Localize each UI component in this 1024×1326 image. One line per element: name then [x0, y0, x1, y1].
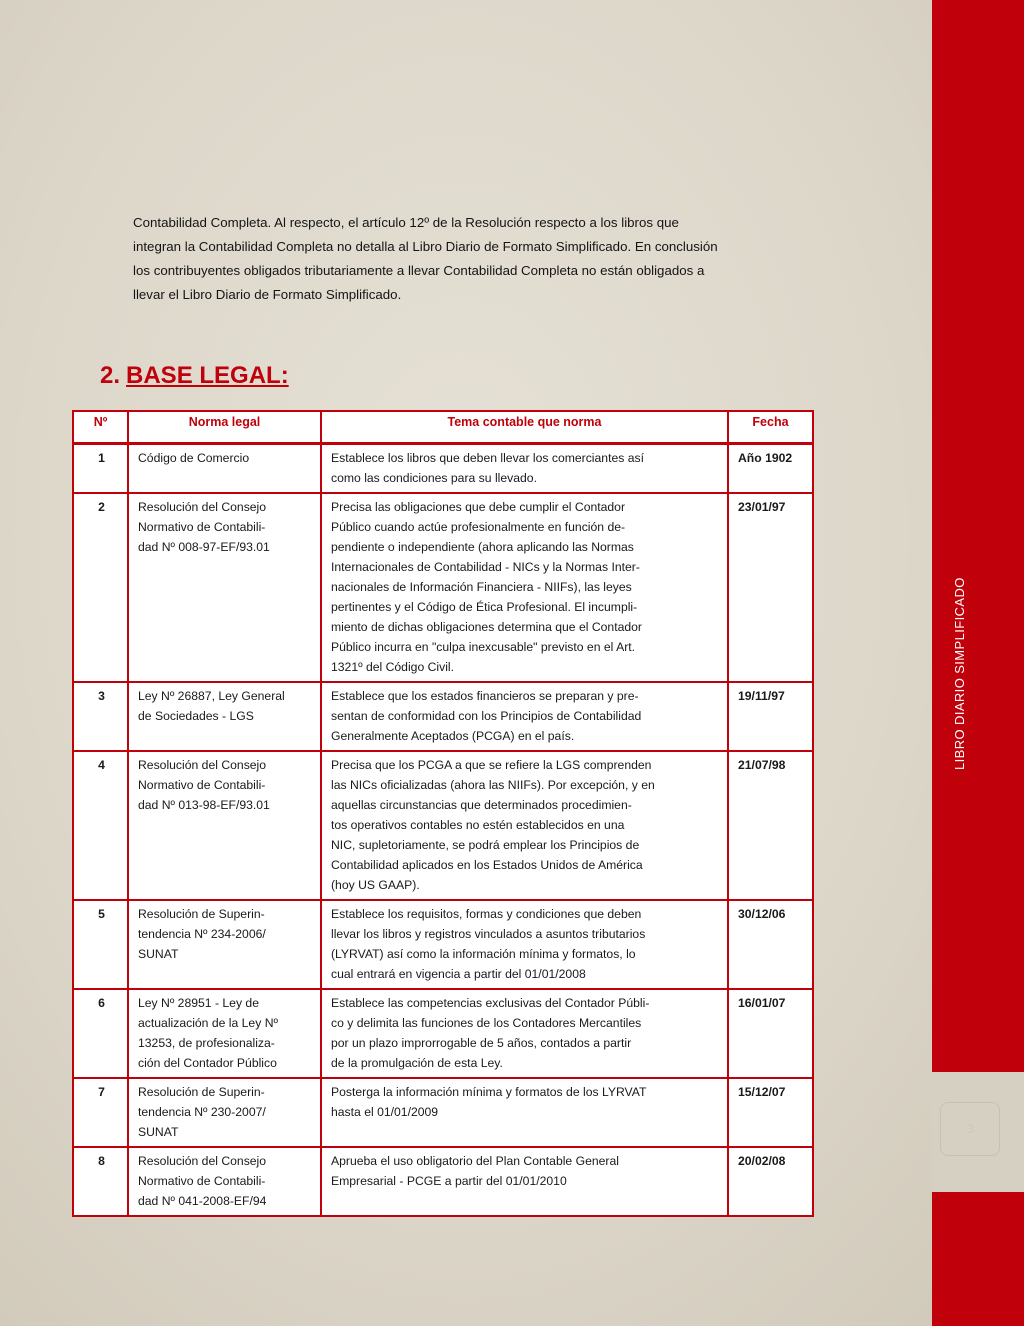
intro-line: llevar el Libro Diario de Formato Simplificado. — [133, 287, 402, 302]
row-legal-norm: Resolución del Consejo Normativo de Contabili- dad Nº 041-2008-EF/94 — [128, 1147, 321, 1216]
table-row — [73, 1078, 813, 1147]
legal-basis-table — [72, 410, 814, 1217]
table-row — [73, 1147, 813, 1216]
row-number: 6 — [73, 989, 128, 1078]
row-date: 23/01/97 — [728, 493, 813, 682]
row-number: 3 — [73, 682, 128, 751]
header-number: Nº — [73, 411, 128, 444]
row-number: 2 — [73, 493, 128, 682]
row-topic: Establece las competencias exclusivas del Contador Públi- co y delimita las funciones de los Contadores Mercantiles por un plazo improrrogable de 5 años, contados a partir de la promulgación de esta Ley. — [321, 989, 728, 1078]
row-date: 19/11/97 — [728, 682, 813, 751]
intro-line: los contribuyentes obligados tributariamente a llevar Contabilidad Completa no están obligados a — [133, 263, 705, 278]
row-date: 20/02/08 — [728, 1147, 813, 1216]
row-number: 5 — [73, 900, 128, 989]
header-accounting-topic: Tema contable que norma — [321, 411, 728, 444]
row-topic: Establece los libros que deben llevar los comerciantes así como las condiciones para su llevado. — [321, 444, 728, 494]
row-legal-norm: Resolución de Superin- tendencia Nº 230-2007/ SUNAT — [128, 1078, 321, 1147]
table-row — [73, 493, 813, 682]
intro-line: integran la Contabilidad Completa no detalla al Libro Diario de Formato Simplificado. En conclusión — [133, 239, 718, 254]
header-legal-norm: Norma legal — [128, 411, 321, 444]
row-legal-norm: Ley Nº 28951 - Ley de actualización de la Ley Nº 13253, de profesionaliza- ción del Contador Público — [128, 989, 321, 1078]
row-topic: Posterga la información mínima y formatos de los LYRVAT hasta el 01/01/2009 — [321, 1078, 728, 1147]
row-date: 30/12/06 — [728, 900, 813, 989]
row-legal-norm: Ley Nº 26887, Ley General de Sociedades - LGS — [128, 682, 321, 751]
row-legal-norm: Resolución del Consejo Normativo de Contabili- dad Nº 008-97-EF/93.01 — [128, 493, 321, 682]
row-topic: Establece que los estados financieros se preparan y pre- sentan de conformidad con los Principios de Contabilidad Generalmente Aceptados (PCGA) en el país. — [321, 682, 728, 751]
intro-paragraph — [133, 211, 853, 307]
table-row — [73, 751, 813, 900]
row-number: 8 — [73, 1147, 128, 1216]
section-title: BASE LEGAL: — [126, 362, 289, 389]
header-date: Fecha — [728, 411, 813, 444]
intro-line: Contabilidad Completa. Al respecto, el artículo 12º de la Resolución respecto a los libros que — [133, 215, 679, 230]
table-header-row — [73, 411, 813, 444]
row-topic: Precisa las obligaciones que debe cumplir el Contador Público cuando actúe profesionalmente en función de- pendiente o independiente (ahora aplicando las Normas Internacionales de Contabilidad - NICs y la Normas Inter- nacionales de Información Financiera - NIIFs), las leyes pertinentes y el Código de Ética Profesional. El incumpli- miento de dichas obligaciones determina que el Contador Público incurra en "culpa inexcusable" previsto en el Art. 1321º del Código Civil. — [321, 493, 728, 682]
sidebar-band — [932, 0, 1024, 1326]
row-date: 15/12/07 — [728, 1078, 813, 1147]
row-legal-norm: Resolución del Consejo Normativo de Contabili- dad Nº 013-98-EF/93.01 — [128, 751, 321, 900]
table-row — [73, 900, 813, 989]
row-legal-norm: Resolución de Superin- tendencia Nº 234-2006/ SUNAT — [128, 900, 321, 989]
page-number-area — [932, 1072, 1024, 1192]
table-row — [73, 444, 813, 494]
row-legal-norm: Código de Comercio — [128, 444, 321, 494]
page-number: 3 — [940, 1102, 1000, 1156]
section-heading — [100, 362, 289, 390]
row-number: 1 — [73, 444, 128, 494]
row-topic: Aprueba el uso obligatorio del Plan Contable General Empresarial - PCGE a partir del 01/01/2010 — [321, 1147, 728, 1216]
row-topic: Establece los requisitos, formas y condiciones que deben llevar los libros y registros vinculados a asuntos tributarios (LYRVAT) así como la información mínima y formatos, lo cual entrará en vigencia a partir del 01/01/2008 — [321, 900, 728, 989]
table-row — [73, 682, 813, 751]
row-date: Año 1902 — [728, 444, 813, 494]
row-number: 7 — [73, 1078, 128, 1147]
row-topic: Precisa que los PCGA a que se refiere la LGS comprenden las NICs oficializadas (ahora las NIIFs). Por excepción, y en aquellas circunstancias que determinados procedimien- tos operativos contables no estén establecidos en una NIC, supletoriamente, se podrá emplear los Principios de Contabilidad aplicados en los Estados Unidos de América (hoy US GAAP). — [321, 751, 728, 900]
row-date: 16/01/07 — [728, 989, 813, 1078]
section-number: 2. — [100, 362, 121, 389]
row-number: 4 — [73, 751, 128, 900]
row-date: 21/07/98 — [728, 751, 813, 900]
table-row — [73, 989, 813, 1078]
sidebar-title: LIBRO DIARIO SIMPLIFICADO — [952, 577, 967, 770]
